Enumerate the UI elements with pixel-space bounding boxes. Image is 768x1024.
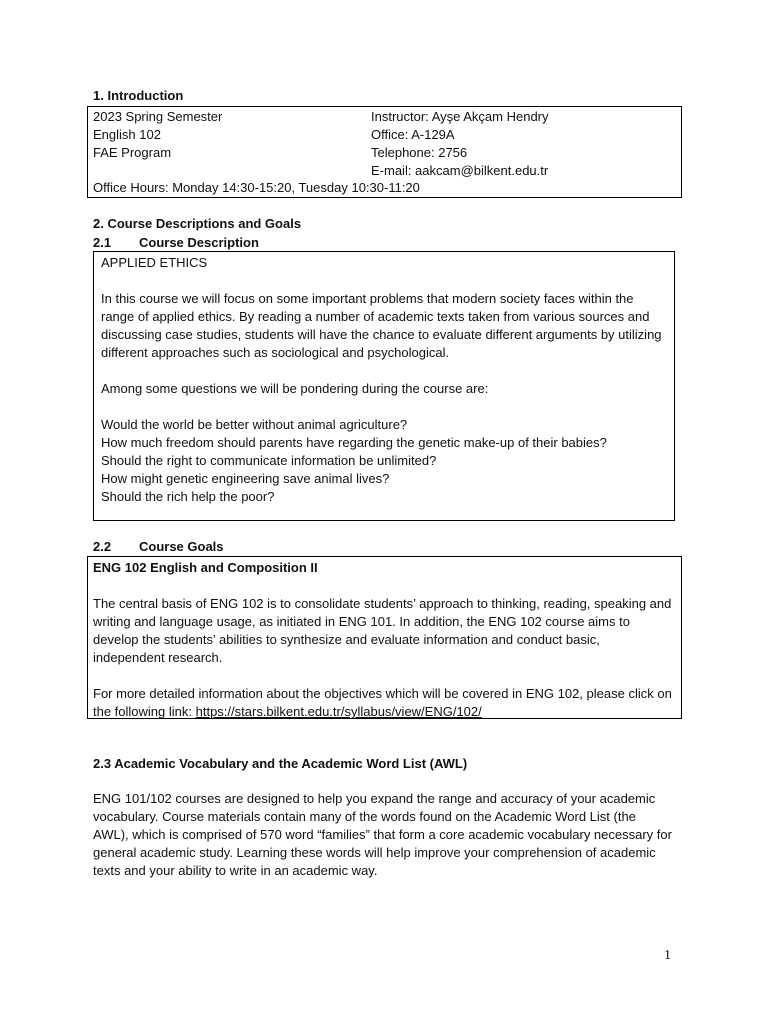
goals-paragraph: The central basis of ENG 102 is to consolidate students’ approach to thinking, reading, speaking and writing and language usage, as initiated in ENG 101. In addition, the ENG 102 course aims to develop the students’ abilities to synthesize and evaluate information and conduct basic, independent research. (93, 596, 672, 665)
description-paragraph: In this course we will focus on some important problems that modern society faces within the range of applied ethics. By reading a number of academic texts taken from various sources and discussing case studies, students will have the chance to evaluate different arguments by utilizing different approaches such as sociological and psychological. (101, 291, 662, 360)
course-description-box (93, 251, 675, 521)
introduction-heading: 1. Introduction (93, 88, 184, 103)
question-item: Would the world be better without animal agriculture? (101, 417, 408, 432)
question-item: Should the right to communicate information be unlimited? (101, 453, 437, 468)
telephone-text: Telephone: 2756 (371, 145, 468, 160)
applied-ethics-title: APPLIED ETHICS (101, 255, 208, 270)
questions-intro: Among some questions we will be pondering during the course are: (101, 381, 489, 396)
awl-heading: 2.3 Academic Vocabulary and the Academic Word List (AWL) (93, 756, 468, 771)
question-item: How much freedom should parents have regarding the genetic make-up of their babies? (101, 435, 607, 450)
semester-text: 2023 Spring Semester (93, 109, 223, 124)
questions-list (101, 416, 668, 506)
course-description-title: Course Description (139, 235, 259, 250)
question-item: How might genetic engineering save animal lives? (101, 471, 390, 486)
introduction-box (87, 106, 682, 198)
email-text: E-mail: aakcam@bilkent.edu.tr (371, 163, 549, 178)
course-goals-box (87, 556, 682, 719)
course-goals-title: Course Goals (139, 539, 224, 554)
instructor-text: Instructor: Ayşe Akçam Hendry (371, 109, 549, 124)
syllabus-link[interactable]: https://stars.bilkent.edu.tr/syllabus/view/ENG/102/ (195, 704, 482, 719)
course-goals-number: 2.2 (93, 539, 112, 554)
office-hours-text: Office Hours: Monday 14:30-15:20, Tuesday 10:30-11:20 (93, 180, 420, 195)
descriptions-goals-heading: 2. Course Descriptions and Goals (93, 216, 302, 231)
eng102-title: ENG 102 English and Composition II (93, 560, 318, 575)
course-description-number: 2.1 (93, 235, 112, 250)
office-text: Office: A-129A (371, 127, 455, 142)
course-goals-heading (93, 539, 224, 555)
goals-link-prefix: For more detailed information about the objectives which will be covered in ENG 102, please click on the following link: (93, 686, 672, 719)
course-text: English 102 (93, 127, 161, 142)
course-description-heading (93, 235, 259, 251)
goals-link-paragraph (93, 685, 673, 721)
question-item: Should the rich help the poor? (101, 489, 275, 504)
program-text: FAE Program (93, 145, 172, 160)
awl-section (93, 790, 673, 880)
awl-paragraph: ENG 101/102 courses are designed to help you expand the range and accuracy of your academic vocabulary. Course materials contain many of the words found on the Academic Word List (the AWL), which is comprised of 570 word “families” that form a core academic vocabulary necessary for general academic study. Learning these words will help improve your comprehension of academic texts and your ability to write in an academic way. (93, 791, 672, 878)
page-number: 1 (664, 948, 671, 963)
